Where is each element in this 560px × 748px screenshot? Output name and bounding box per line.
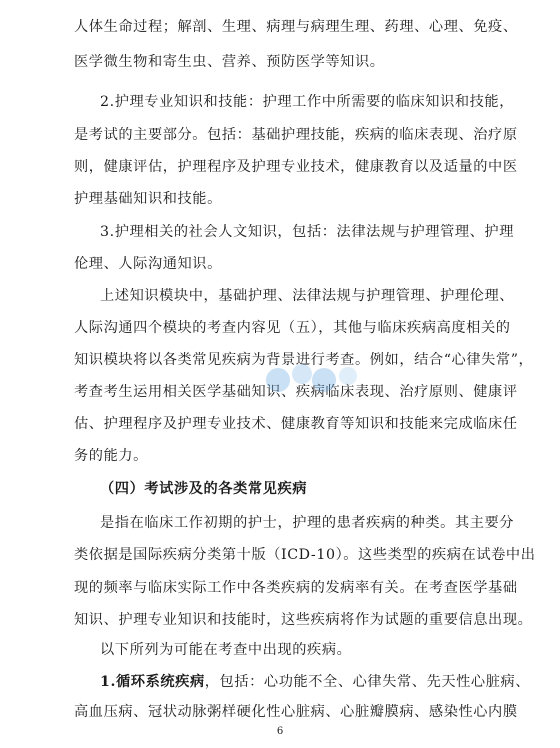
text-line: 医学微生物和寄生虫、营养、预防医学等知识。 xyxy=(74,54,385,70)
text-line: 务的能力。 xyxy=(74,448,148,464)
text-line: 考查考生运用相关医学基础知识、疾病临床表现、治疗原则、健康评 xyxy=(74,384,518,400)
text-line: 则，健康评估，护理程序及护理专业技术，健康教育以及适量的中医 xyxy=(74,159,518,175)
section-heading: （四）考试涉及的各类常见疾病 xyxy=(100,481,308,497)
text-line: 3.护理相关的社会人文知识，包括：法律法规与护理管理、护理 xyxy=(100,224,515,240)
text-line: 知识、护理专业知识和技能时，这些疾病将作为试题的重要信息出现。 xyxy=(74,612,533,628)
text-line: 是指在临床工作初期的护士，护理的患者疾病的种类。其主要分 xyxy=(100,515,515,531)
text-line: 2.护理专业知识和技能：护理工作中所需要的临床知识和技能， xyxy=(100,94,515,110)
list-item-text: ，包括：心功能不全、心律失常、先天性心脏病、 xyxy=(204,674,531,690)
text-line: 人体生命过程；解剖、生理、病理与病理生理、药理、心理、免疫、 xyxy=(74,19,518,35)
text-line: 人际沟通四个模块的考查内容见（五），其他与临床疾病高度相关的 xyxy=(74,320,511,336)
text-line: 知识模块将以各类常见疾病为背景进行考查。例如，结合“心律失常”， xyxy=(74,352,534,368)
text-line: 高血压病、冠状动脉粥样硬化性心脏病、心脏瓣膜病、感染性心内膜 xyxy=(74,704,518,720)
text-line: 伦理、人际沟通知识。 xyxy=(74,256,222,272)
text-line: 上述知识模块中，基础护理、法律法规与护理管理、护理伦理、 xyxy=(100,288,515,304)
list-item-label: 1.循环系统疾病 xyxy=(100,674,205,690)
text-line: 估、护理程序及护理专业技术、健康教育等知识和技能来完成临床任 xyxy=(74,416,518,432)
page-number: 6 xyxy=(276,726,284,737)
text-line: 是考试的主要部分。包括：基础护理技能，疾病的临床表现、治疗原 xyxy=(74,127,518,143)
text-line: 护理基础知识和技能。 xyxy=(74,191,222,207)
text-line: 现的频率与临床实际工作中各类疾病的发病率有关。在考查医学基础 xyxy=(74,580,518,596)
text-line: 以下所列为可能在考查中出现的疾病。 xyxy=(100,642,352,658)
text-line: 类依据是国际疾病分类第十版（ICD-10）。这些类型的疾病在试卷中出 xyxy=(74,547,536,563)
list-item xyxy=(100,672,531,692)
